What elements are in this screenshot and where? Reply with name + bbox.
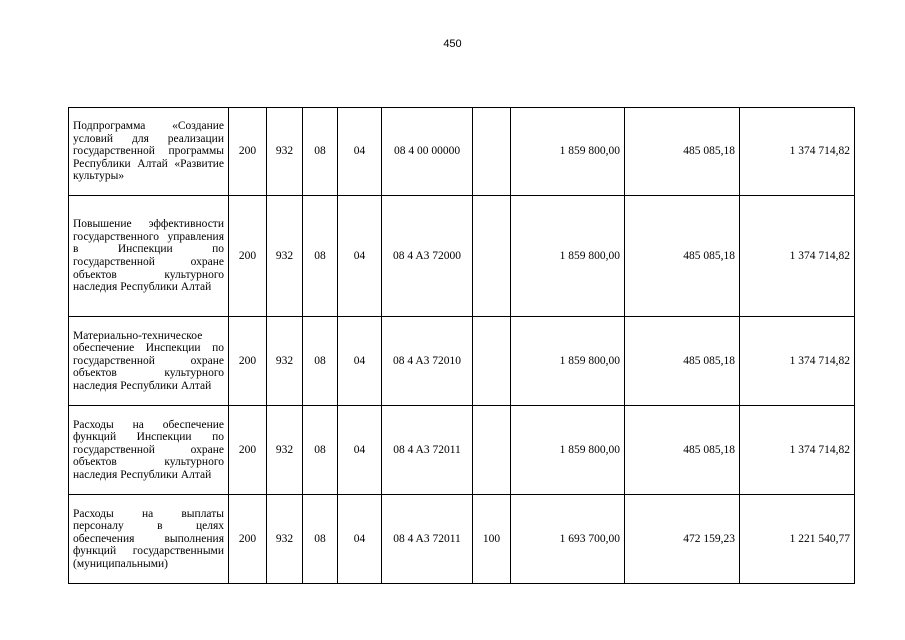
- section-cell: 08: [303, 495, 338, 584]
- amount-3-cell: 1 374 714,82: [740, 317, 855, 406]
- table-row: [69, 317, 855, 406]
- target-article-cell: 08 4 A3 72011: [382, 495, 473, 584]
- section-cell: 08: [303, 196, 338, 317]
- table-row: [69, 495, 855, 584]
- vr-cell: 200: [229, 196, 267, 317]
- vr-cell: 200: [229, 317, 267, 406]
- amount-3-cell: 1 374 714,82: [740, 406, 855, 495]
- table-row: [69, 108, 855, 196]
- grbs-cell: 932: [267, 196, 303, 317]
- amount-2-cell: 472 159,23: [625, 495, 740, 584]
- grbs-cell: 932: [267, 495, 303, 584]
- expense-type-cell: [473, 108, 511, 196]
- amount-1-cell: 1 859 800,00: [511, 196, 625, 317]
- target-article-cell: 08 4 00 00000: [382, 108, 473, 196]
- expense-type-cell: [473, 406, 511, 495]
- amount-3-cell: 1 374 714,82: [740, 196, 855, 317]
- subsection-cell: 04: [338, 495, 382, 584]
- amount-1-cell: 1 859 800,00: [511, 406, 625, 495]
- section-cell: 08: [303, 317, 338, 406]
- subsection-cell: 04: [338, 108, 382, 196]
- row-name-cell: Расходы на обеспечение функций Инспекции по государственной охране объектов культурного наследия Республики Алтай: [69, 406, 229, 495]
- amount-2-cell: 485 085,18: [625, 406, 740, 495]
- row-name-cell: Расходы на выплаты персоналу в целях обеспечения выполнения функций государственными (муниципальными): [69, 495, 229, 584]
- row-name-cell: Материально-техническое обеспечение Инспекции по государственной охране объектов культурного наследия Республики Алтай: [69, 317, 229, 406]
- grbs-cell: 932: [267, 108, 303, 196]
- amount-1-cell: 1 859 800,00: [511, 317, 625, 406]
- target-article-cell: 08 4 A3 72010: [382, 317, 473, 406]
- expense-type-cell: [473, 196, 511, 317]
- section-cell: 08: [303, 406, 338, 495]
- budget-table: [68, 107, 855, 584]
- subsection-cell: 04: [338, 317, 382, 406]
- section-cell: 08: [303, 108, 338, 196]
- expense-type-cell: [473, 317, 511, 406]
- vr-cell: 200: [229, 495, 267, 584]
- amount-2-cell: 485 085,18: [625, 108, 740, 196]
- target-article-cell: 08 4 A3 72011: [382, 406, 473, 495]
- grbs-cell: 932: [267, 406, 303, 495]
- subsection-cell: 04: [338, 196, 382, 317]
- amount-3-cell: 1 221 540,77: [740, 495, 855, 584]
- table-row: [69, 406, 855, 495]
- vr-cell: 200: [229, 406, 267, 495]
- subsection-cell: 04: [338, 406, 382, 495]
- amount-1-cell: 1 859 800,00: [511, 108, 625, 196]
- amount-2-cell: 485 085,18: [625, 317, 740, 406]
- expense-type-cell: 100: [473, 495, 511, 584]
- amount-3-cell: 1 374 714,82: [740, 108, 855, 196]
- amount-1-cell: 1 693 700,00: [511, 495, 625, 584]
- page-number: 450: [443, 38, 462, 50]
- table-row: [69, 196, 855, 317]
- row-name-cell: Подпрограмма «Создание условий для реализации государственной программы Республики Алтай «Развитие культуры»: [69, 108, 229, 196]
- row-name-cell: Повышение эффективности государственного управления в Инспекции по государственной охране объектов культурного наследия Республики Алтай: [69, 196, 229, 317]
- vr-cell: 200: [229, 108, 267, 196]
- amount-2-cell: 485 085,18: [625, 196, 740, 317]
- grbs-cell: 932: [267, 317, 303, 406]
- target-article-cell: 08 4 A3 72000: [382, 196, 473, 317]
